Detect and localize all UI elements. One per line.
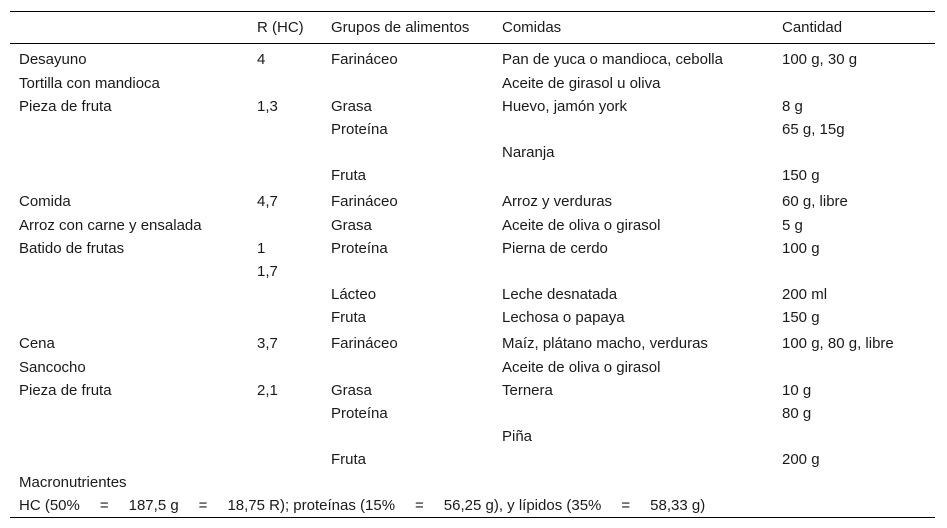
- food-cell: [493, 260, 773, 283]
- food-cell: Pan de yuca o mandioca, cebolla: [502, 50, 723, 68]
- food-group-cell: Proteína: [331, 240, 388, 257]
- food-cell: Aceite de oliva o girasol: [502, 359, 661, 376]
- macronutrient-summary: [10, 493, 935, 518]
- food-cell: Maíz, plátano macho, verduras: [502, 335, 708, 352]
- quantity-cell: 200 g: [782, 451, 820, 468]
- meal-cell: Arroz con carne y ensalada: [19, 217, 202, 234]
- food-group-cell: Grasa: [331, 382, 372, 399]
- macro-part: 58,33 g): [650, 496, 706, 514]
- food-group-cell: [322, 72, 493, 95]
- quantity-cell: 80 g: [782, 405, 812, 422]
- food-cell: Leche desnatada: [502, 286, 618, 303]
- header-r-hc: R (HC): [257, 19, 304, 36]
- header-quantity: Cantidad: [782, 19, 843, 36]
- quantity-cell: 100 g, 30 g: [782, 50, 858, 68]
- quantity-cell: 200 ml: [782, 286, 828, 303]
- food-cell: Arroz y verduras: [502, 193, 613, 210]
- quantity-cell: 5 g: [782, 217, 803, 234]
- r-hc-cell: 1,7: [257, 263, 278, 280]
- table-row: [10, 72, 935, 95]
- macro-part: HC (50%: [19, 496, 80, 514]
- r-hc-cell: [248, 306, 322, 329]
- food-cell: [493, 402, 773, 425]
- meal-cell: [10, 164, 248, 187]
- food-group-cell: Farináceo: [331, 193, 398, 210]
- meal-cell: Sancocho: [19, 359, 86, 376]
- macro-part: 18,75 R); proteínas (15%: [227, 496, 396, 514]
- quantity-cell: 60 g, libre: [782, 193, 848, 210]
- header-meal: [10, 12, 248, 44]
- quantity-cell: 100 g, 80 g, libre: [782, 335, 894, 352]
- macro-part: =: [415, 496, 424, 514]
- r-hc-cell: 1,3: [257, 98, 278, 115]
- meal-cell: Pieza de fruta: [19, 382, 112, 399]
- meal-cell: Comida: [19, 193, 71, 210]
- meal-cell: Tortilla con mandioca: [19, 75, 160, 92]
- r-hc-cell: 1: [257, 240, 266, 257]
- food-cell: Aceite de oliva o girasol: [502, 217, 661, 234]
- food-group-cell: [322, 260, 493, 283]
- meal-cell: [10, 118, 248, 141]
- quantity-cell: 65 g, 15g: [782, 121, 845, 138]
- r-hc-cell: [248, 214, 322, 237]
- table-row: [10, 448, 935, 471]
- macro-part: =: [198, 496, 208, 514]
- food-cell: [493, 164, 773, 187]
- macro-part: =: [621, 496, 631, 514]
- diet-table: [10, 11, 935, 518]
- table-header-row: [10, 12, 935, 44]
- quantity-cell: [773, 356, 935, 379]
- table-row: [10, 356, 935, 379]
- table-row: [10, 306, 935, 329]
- table-row: [10, 95, 935, 118]
- macro-part: 56,25 g), y lípidos (35%: [443, 496, 602, 514]
- quantity-cell: [773, 260, 935, 283]
- r-hc-cell: [248, 425, 322, 448]
- quantity-cell: 150 g: [782, 309, 820, 326]
- footnote-text-row: [10, 493, 935, 518]
- table-body: [10, 44, 935, 472]
- table-row: [10, 141, 935, 164]
- r-hc-cell: 4: [257, 50, 266, 68]
- quantity-cell: 100 g: [782, 240, 820, 257]
- quantity-cell: 8 g: [782, 98, 803, 115]
- r-hc-cell: [248, 118, 322, 141]
- diet-table-container: [10, 11, 935, 518]
- food-group-cell: Grasa: [331, 217, 372, 234]
- food-group-cell: Farináceo: [331, 50, 398, 68]
- table-row: [10, 118, 935, 141]
- meal-cell: [10, 141, 248, 164]
- food-cell: Naranja: [502, 144, 555, 161]
- macro-part: 187,5 g: [128, 496, 179, 514]
- food-cell: Huevo, jamón york: [502, 98, 628, 115]
- food-group-cell: Farináceo: [331, 335, 398, 352]
- footnote-title-row: [10, 471, 935, 493]
- meal-cell: [10, 283, 248, 306]
- food-group-cell: [322, 425, 493, 448]
- food-cell: Lechosa o papaya: [502, 309, 625, 326]
- table-row: [10, 402, 935, 425]
- r-hc-cell: 3,7: [257, 335, 278, 352]
- food-cell: Piña: [502, 428, 533, 445]
- header-food-groups: Grupos de alimentos: [331, 19, 470, 36]
- table-row: [10, 260, 935, 283]
- food-group-cell: Fruta: [331, 167, 367, 184]
- r-hc-cell: [248, 164, 322, 187]
- meal-cell: Cena: [19, 335, 55, 352]
- r-hc-cell: [248, 448, 322, 471]
- food-group-cell: Lácteo: [331, 286, 377, 303]
- r-hc-cell: [248, 72, 322, 95]
- r-hc-cell: [248, 356, 322, 379]
- footnote-title: Macronutrientes: [19, 473, 127, 491]
- food-group-cell: Fruta: [331, 451, 367, 468]
- macro-part: =: [99, 496, 109, 514]
- food-group-cell: [322, 356, 493, 379]
- food-group-cell: Fruta: [331, 309, 367, 326]
- r-hc-cell: [248, 141, 322, 164]
- food-group-cell: Grasa: [331, 98, 372, 115]
- table-row: [10, 379, 935, 402]
- table-row: [10, 237, 935, 260]
- r-hc-cell: 2,1: [257, 382, 278, 399]
- meal-cell: [10, 448, 248, 471]
- header-foods: Comidas: [502, 19, 562, 36]
- quantity-cell: 10 g: [782, 382, 812, 399]
- table-row: [10, 425, 935, 448]
- meal-cell: Desayuno: [19, 50, 87, 68]
- quantity-cell: [773, 425, 935, 448]
- quantity-cell: 150 g: [782, 167, 820, 184]
- meal-cell: [10, 260, 248, 283]
- food-cell: Ternera: [502, 382, 553, 399]
- meal-cell: Batido de frutas: [19, 240, 125, 257]
- meal-cell: [10, 306, 248, 329]
- food-cell: [493, 448, 773, 471]
- food-cell: Aceite de girasol u oliva: [502, 75, 661, 92]
- table-row: [10, 44, 935, 73]
- meal-cell: [10, 425, 248, 448]
- table-row: [10, 283, 935, 306]
- table-row: [10, 214, 935, 237]
- r-hc-cell: 4,7: [257, 193, 278, 210]
- food-group-cell: Proteína: [331, 405, 388, 422]
- food-cell: Pierna de cerdo: [502, 240, 608, 257]
- food-cell: [493, 118, 773, 141]
- food-group-cell: [322, 141, 493, 164]
- food-group-cell: Proteína: [331, 121, 388, 138]
- quantity-cell: [773, 141, 935, 164]
- quantity-cell: [773, 72, 935, 95]
- meal-cell: Pieza de fruta: [19, 98, 112, 115]
- table-row: [10, 329, 935, 356]
- meal-cell: [10, 402, 248, 425]
- r-hc-cell: [248, 283, 322, 306]
- r-hc-cell: [248, 402, 322, 425]
- table-row: [10, 187, 935, 214]
- table-row: [10, 164, 935, 187]
